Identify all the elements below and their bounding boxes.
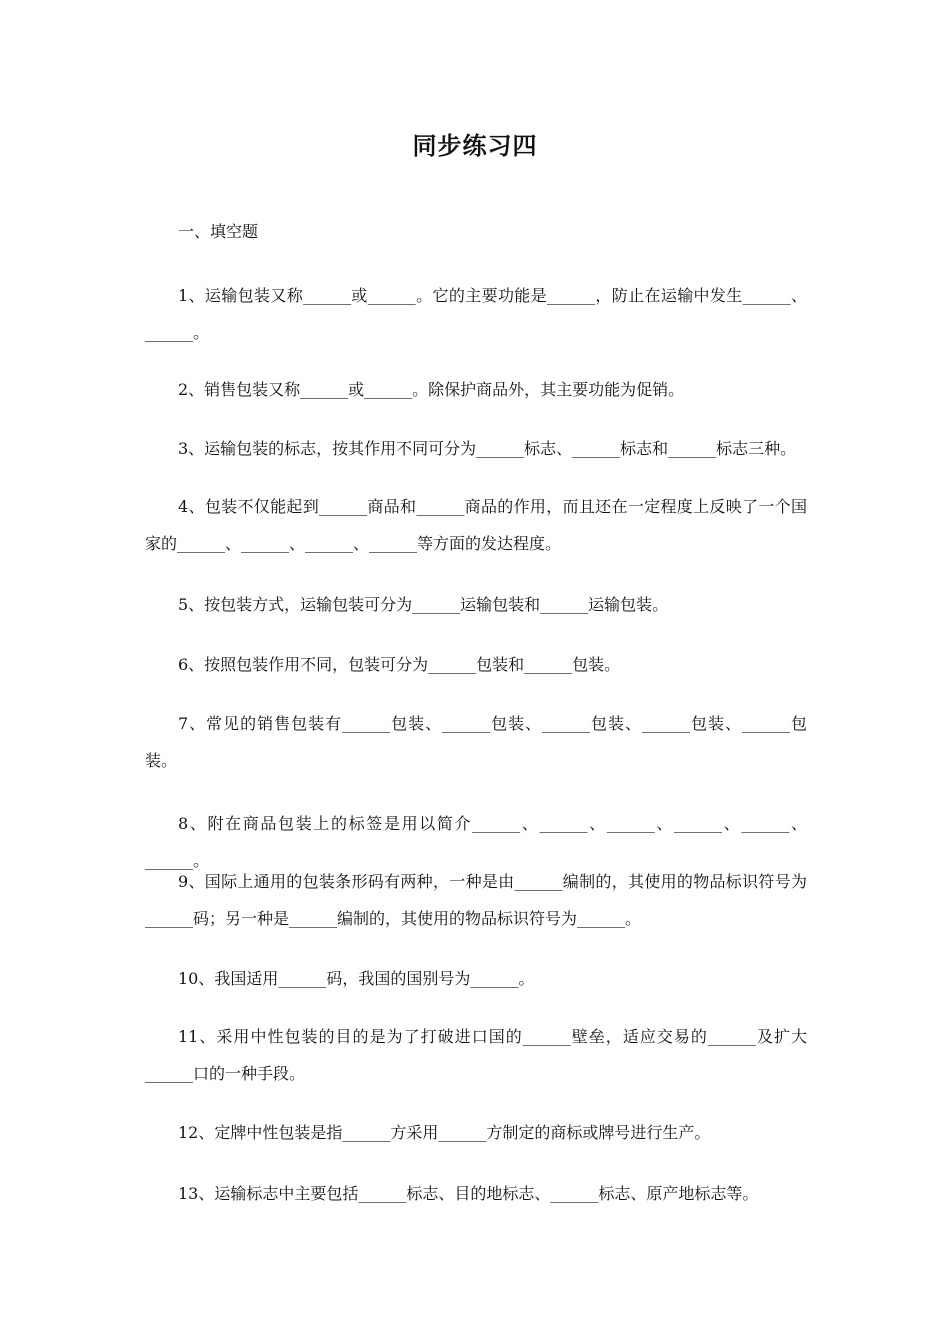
question-6: 6、按照包装作用不同，包装可分为______包装和______包装。 bbox=[178, 655, 621, 674]
question-12: 12、定牌中性包装是指______方采用______方制定的商标或牌号进行生产。 bbox=[178, 1123, 711, 1142]
question-2: 2、销售包装又称______或______。除保护商品外，其主要功能为促销。 bbox=[178, 380, 685, 399]
question-7: 7、常见的销售包装有______包装、______包装、______包装、______包装、______包装。 bbox=[145, 714, 807, 770]
page-title: 同步练习四 bbox=[412, 131, 538, 160]
question-13: 13、运输标志中主要包括______标志、目的地标志、______标志、原产地标志等。 bbox=[178, 1184, 759, 1203]
question-9: 9、国际上通用的包装条形码有两种，一种是由______编制的，其使用的物品标识符号为______码；另一种是______编制的，其使用的物品标识符号为______。 bbox=[145, 872, 807, 928]
question-3: 3、运输包装的标志，按其作用不同可分为______标志、______标志和______标志三种。 bbox=[178, 439, 797, 458]
question-5: 5、按包装方式，运输包装可分为______运输包装和______运输包装。 bbox=[178, 595, 669, 614]
section-heading: 一、填空题 bbox=[178, 222, 259, 241]
question-10: 10、我国适用______码，我国的国别号为______。 bbox=[178, 969, 535, 988]
question-11: 11、采用中性包装的目的是为了打破进口国的______壁垒，适应交易的______及扩大______口的一种手段。 bbox=[145, 1027, 807, 1083]
question-4: 4、包装不仅能起到______商品和______商品的作用，而且还在一定程度上反映了一个国家的______、______、______、______等方面的发达程度。 bbox=[145, 497, 807, 553]
question-1: 1、运输包装又称______或______。它的主要功能是______，防止在运输中发生______、______。 bbox=[145, 286, 807, 342]
question-8: 8、附在商品包装上的标签是用以简介______、______、______、______、______、______。 bbox=[145, 814, 807, 870]
